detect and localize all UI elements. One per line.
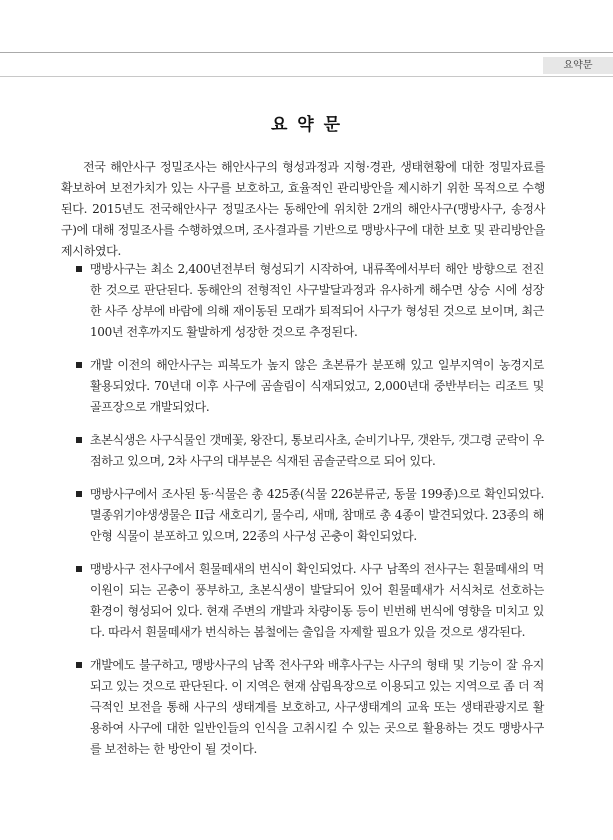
bullet-text: 개발 이전의 해안사구는 피복도가 높지 않은 초본류가 분포해 있고 일부지역이 농경지로 활용되었다. 70년대 이후 사구에 곰솔림이 식재되었고, 2,000년대 중반부터는 리조트 및 골프장으로 개발되었다. <box>90 358 544 414</box>
summary-bullet <box>76 655 544 760</box>
square-bullet-icon <box>76 437 82 443</box>
square-bullet-icon <box>76 491 82 497</box>
summary-bullet <box>76 559 544 643</box>
running-head: 요약문 <box>543 57 613 74</box>
bullet-text: 맹방사구 전사구에서 흰물떼새의 번식이 확인되었다. 사구 남쪽의 전사구는 흰물떼새의 먹이원이 되는 곤충이 풍부하고, 초본식생이 발달되어 있어 흰물떼새가 서식처로 선호하는 환경이 형성되어 있다. 현재 주변의 개발과 차량이동 등이 빈번해 번식에 영향을 미치고 있다. 따라서 흰물떼새가 번식하는 봄철에는 출입을 자제할 필요가 있을 것으로 생각된다. <box>90 562 544 639</box>
header-rule-bottom <box>0 76 613 77</box>
bullet-text: 맹방사구에서 조사된 동·식물은 총 425종(식물 226분류군, 동물 199종)으로 확인되었다. 멸종위기야생생물은 II급 새호리기, 물수리, 새매, 참매로 총 4종이 발견되었다. 23종의 해안형 식물이 분포하고 있으며, 22종의 사구성 곤충이 확인되었다. <box>90 487 544 543</box>
summary-bullet <box>76 355 544 418</box>
intro-paragraph: 전국 해안사구 정밀조사는 해안사구의 형성과정과 지형·경관, 생태현황에 대한 정밀자료를 확보하여 보전가치가 있는 사구를 보호하고, 효율적인 관리방안을 제시하기 위한 목적으로 수행된다. 2015년도 전국해안사구 정밀조사는 동해안에 위치한 2개의 해안사구(맹방사구, 송정사구)에 대해 정밀조사를 수행하였으며, 조사결과를 기반으로 맹방사구에 대한 보호 및 관리방안을 제시하였다. <box>61 160 545 258</box>
bullet-text: 초본식생은 사구식물인 갯메꽃, 왕잔디, 통보리사초, 순비기나무, 갯완두, 갯그령 군락이 우점하고 있으며, 2차 사구의 대부분은 식재된 곰솔군락으로 되어 있다. <box>90 433 544 468</box>
square-bullet-icon <box>76 662 82 668</box>
summary-bullet <box>76 484 544 547</box>
page-title: 요 약 문 <box>270 115 343 135</box>
square-bullet-icon <box>76 266 82 272</box>
bullet-text: 맹방사구는 최소 2,400년전부터 형성되기 시작하여, 내류쪽에서부터 해안 방향으로 전진한 것으로 판단된다. 동해안의 전형적인 사구발달과정과 유사하게 해수면 상승 시에 성장한 사주 상부에 바람에 의해 재이동된 모래가 퇴적되어 사구가 형성된 것으로 보이며, 최근 100년 전후까지도 활발하게 성장한 것으로 추정된다. <box>90 262 544 339</box>
square-bullet-icon <box>76 566 82 572</box>
header-rule-top <box>0 52 613 53</box>
summary-bullet-list <box>76 259 544 772</box>
summary-bullet <box>76 259 544 343</box>
square-bullet-icon <box>76 362 82 368</box>
summary-bullet <box>76 430 544 472</box>
bullet-text: 개발에도 불구하고, 맹방사구의 남쪽 전사구와 배후사구는 사구의 형태 및 기능이 잘 유지되고 있는 것으로 판단된다. 이 지역은 현재 삼림욕장으로 이용되고 있는 지역으로 좀 더 적극적인 보전을 통해 사구의 생태계를 보호하고, 사구생태계의 교육 또는 생태관광지로 활용하여 사구에 대한 일반인들의 인식을 고취시킬 수 있는 곳으로 활용하는 것도 맹방사구를 보전하는 한 방안이 될 것이다. <box>90 658 544 756</box>
